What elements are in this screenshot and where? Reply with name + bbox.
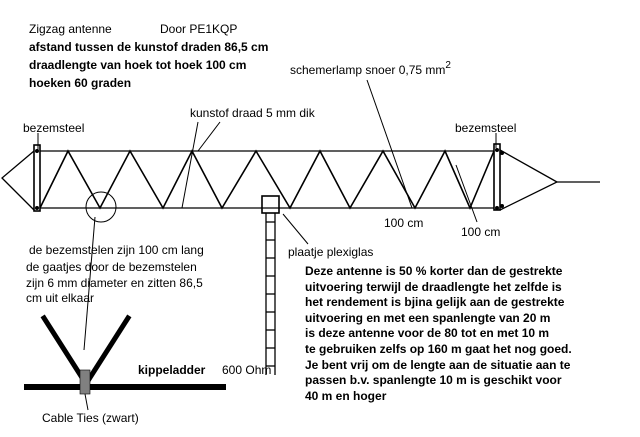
broom-note-4: cm uit elkaar	[26, 291, 95, 305]
wire-cord-text: schemerlamp snoer 0,75 mm	[290, 63, 446, 77]
right-broom-stick	[494, 144, 500, 210]
author-text: Door PE1KQP	[160, 22, 238, 36]
detail-base-bar	[24, 384, 226, 390]
description-line: te gebruiken zelfs op 160 m gaat het nog goed.	[305, 341, 572, 356]
zigzag-wire	[40, 151, 494, 208]
description-line: uitvoering en met een spanlengte van 20 m	[305, 310, 551, 325]
detail-right-wire	[84, 318, 128, 387]
spec-angles: hoeken 60 graden	[29, 76, 132, 90]
length-left-label: 100 cm	[384, 216, 424, 230]
plexiglass-plate	[262, 196, 279, 213]
spec-wire-length: draadlengte van hoek tot hoek 100 cm	[29, 58, 247, 72]
description-line: uitvoering terwijl de draadlengte het zelfde is	[305, 279, 562, 294]
description-line: is deze antenne voor de 80 tot en met 10 m	[305, 326, 550, 341]
description-line: het rendement is bjina gelijk aan de gestrekte	[305, 295, 565, 310]
ladder-label: kippeladder	[138, 363, 206, 377]
title-text: Zigzag antenne	[29, 22, 112, 36]
broom-note-1: de bezemstelen zijn 100 cm lang	[29, 243, 204, 257]
right-end-rope	[500, 150, 557, 210]
broom-holes	[35, 148, 504, 210]
impedance-label: 600 Ohm	[222, 363, 272, 377]
wire-cord-label	[290, 58, 451, 78]
description-line: passen b.v. spanlengte 10 m is geschikt voor	[305, 373, 562, 388]
leader-cord	[367, 80, 412, 208]
leader-plexiglass	[283, 214, 308, 244]
left-end-rope	[2, 151, 34, 210]
ladder-rungs	[266, 222, 275, 366]
broom-left-label: bezemsteel	[23, 121, 85, 135]
wire-cord-sup: 2	[445, 60, 451, 71]
broom-note-3: zijn 6 mm diameter en zitten 86,5	[26, 276, 203, 290]
cable-tie	[80, 370, 90, 394]
left-broom-stick	[34, 145, 40, 211]
cable-ties-label: Cable Ties (zwart)	[42, 411, 139, 425]
description-block	[305, 264, 572, 404]
leader-len-right	[456, 165, 477, 222]
plastic-wire-label: kunstof draad 5 mm dik	[190, 106, 315, 120]
spec-spacing: afstand tussen de kunstof draden 86,5 cm	[29, 40, 269, 54]
plexiglass-label: plaatje plexiglas	[288, 245, 374, 259]
description-line: 40 m en hoger	[305, 388, 387, 403]
length-right-label: 100 cm	[461, 225, 501, 239]
broom-right-label: bezemsteel	[455, 121, 517, 135]
leader-plastic-right	[198, 122, 220, 151]
broom-note-2: de gaatjes door de bezemstelen	[26, 260, 197, 274]
description-line: Deze antenne is 50 % korter dan de gestrekte	[305, 264, 563, 278]
leader-cable-ties	[85, 394, 88, 410]
description-line: Je bent vrij om de lengte aan de situatie aan te	[305, 357, 571, 372]
